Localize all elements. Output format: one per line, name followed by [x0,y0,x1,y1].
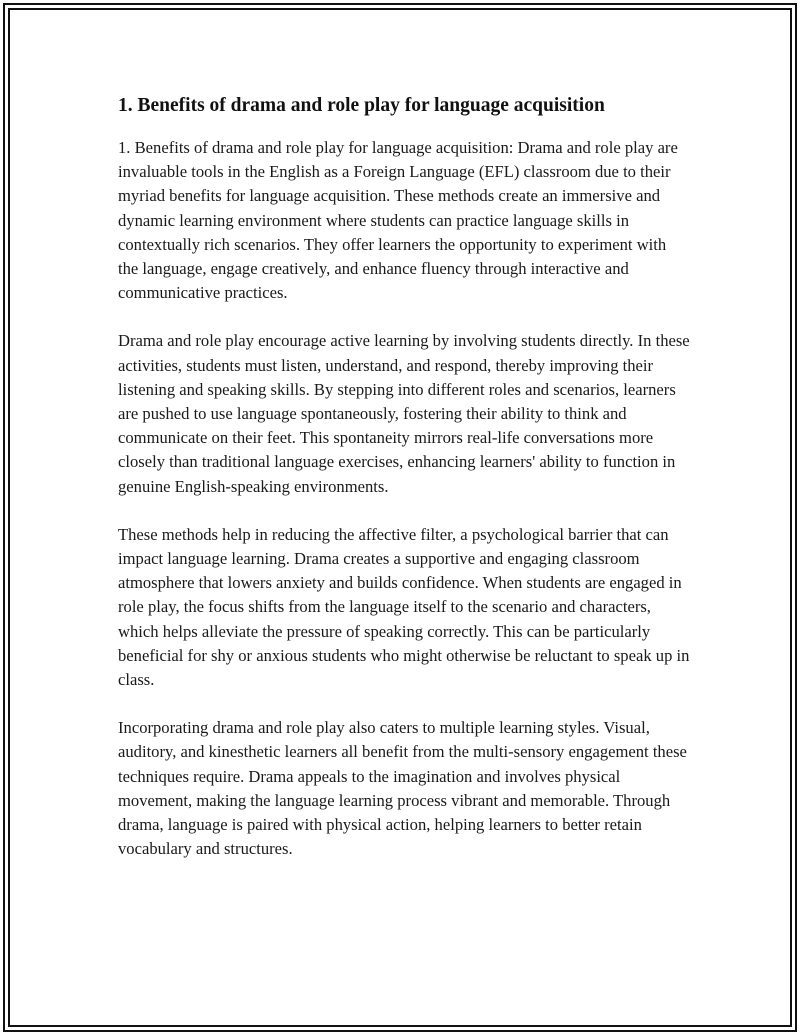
paragraph-intro: 1. Benefits of drama and role play for language acquisition: Drama and role play are invaluable tools in the English as a Foreign Language (EFL) classroom due to their myriad benefits for language acquisition. These methods create an immersive and dynamic learning environment where students can practice language skills in contextually rich scenarios. They offer learners the opportunity to experiment with the language, engage creatively, and enhance fluency through interactive and communicative practices. [118,138,678,303]
paragraph-learning-styles: Incorporating drama and role play also caters to multiple learning styles. Visual, auditory, and kinesthetic learners all benefit from the multi-sensory engagement these techniques require. Drama appeals to the imagination and involves physical movement, making the language learning process vibrant and memorable. Through drama, language is paired with physical action, helping learners to better retain vocabulary and structures. [118,718,687,859]
document-body [118,94,690,885]
paragraph-affective-filter: These methods help in reducing the affective filter, a psychological barrier that can impact language learning. Drama creates a supportive and engaging classroom atmosphere that lowers anxiety and builds confidence. When students are engaged in role play, the focus shifts from the language itself to the scenario and characters, which helps alleviate the pressure of speaking correctly. This can be particularly beneficial for shy or anxious students who might otherwise be reluctant to speak up in class. [118,524,690,690]
section-heading: 1. Benefits of drama and role play for language acquisition [118,95,605,116]
paragraph-active-learning: Drama and role play encourage active learning by involving students directly. In these activities, students must listen, understand, and respond, thereby improving their listening and speaking skills. By stepping into different roles and scenarios, learners are pushed to use language spontaneously, fostering their ability to think and communicate on their feet. This spontaneity mirrors real-life conversations more closely than traditional language exercises, enhancing learners' ability to function in genuine English-speaking environments. [118,331,690,496]
